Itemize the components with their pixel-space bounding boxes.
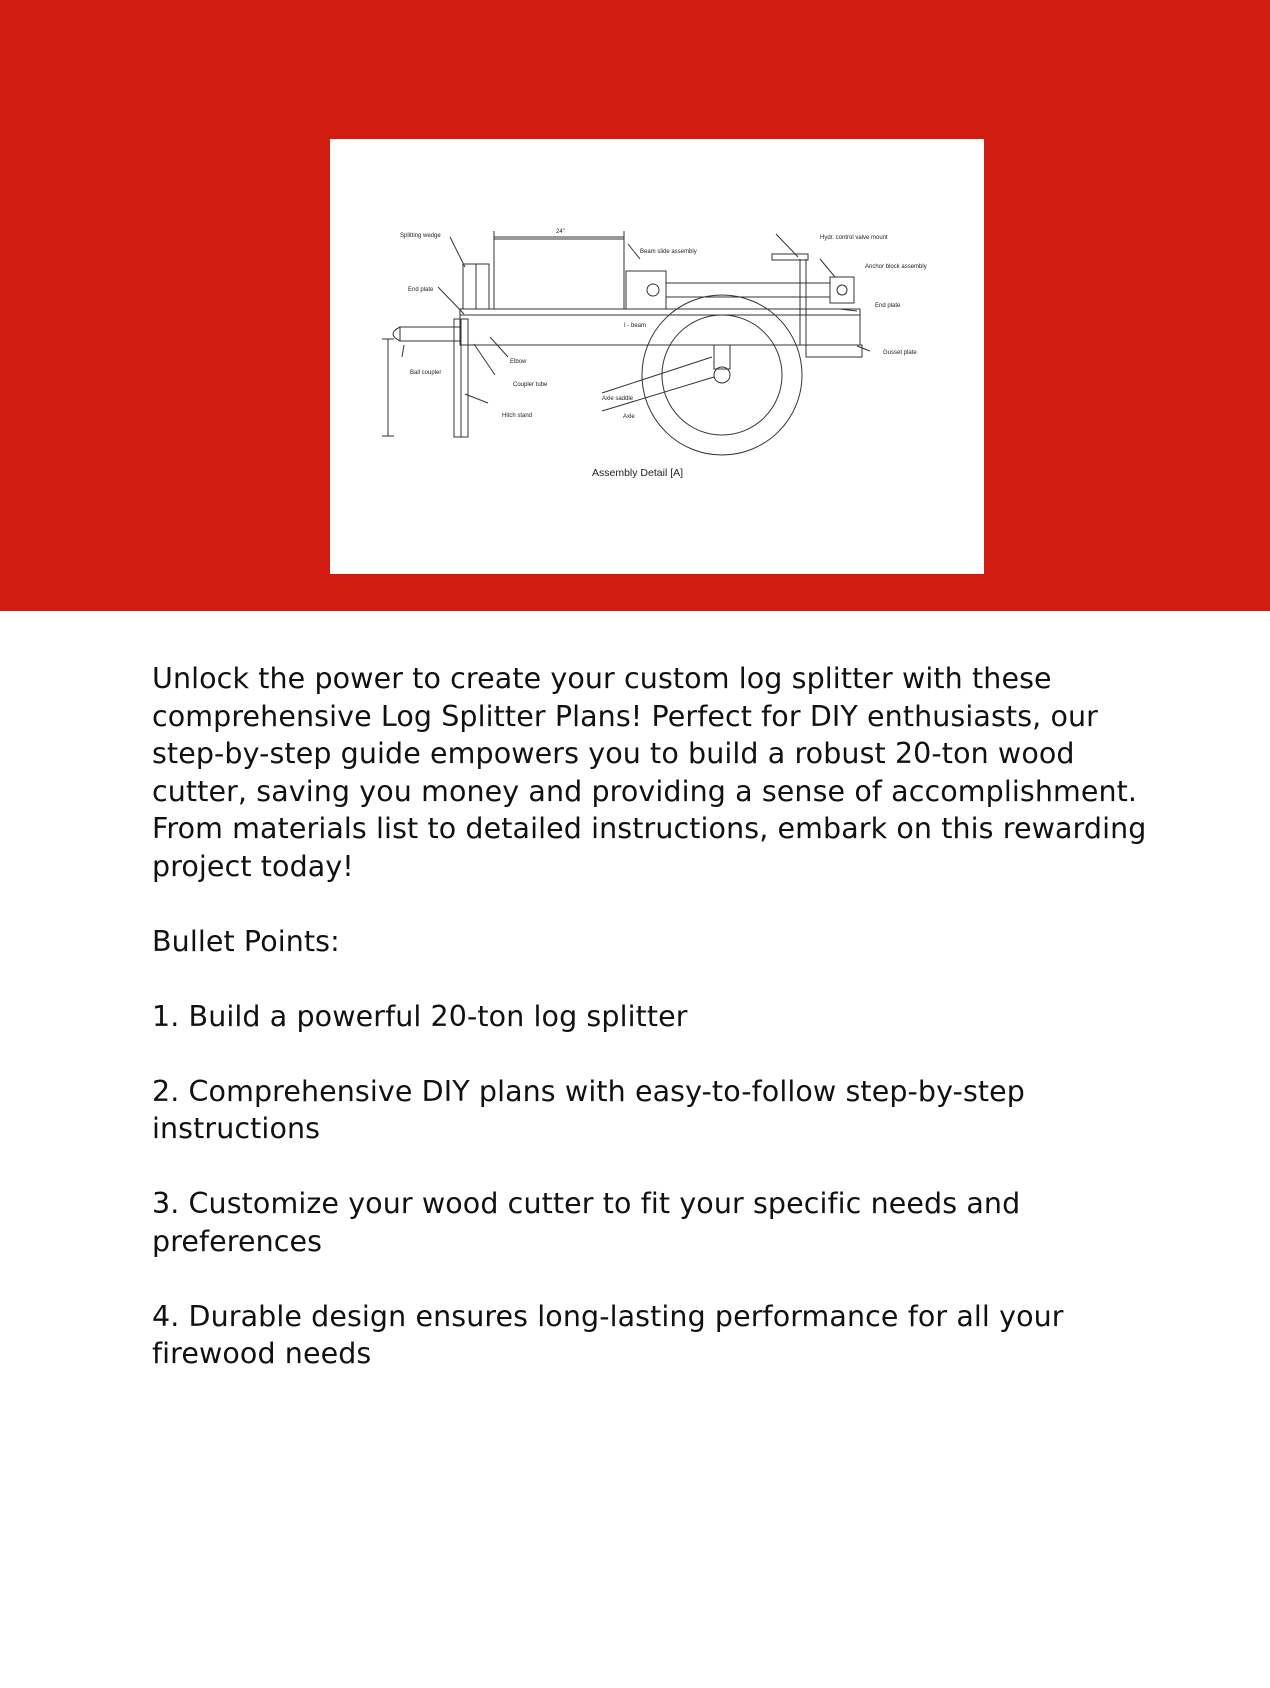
label-elbow: Elbow <box>510 359 527 365</box>
label-ball-coupler: Ball coupler <box>410 370 442 376</box>
label-axle: Axle <box>623 414 635 420</box>
description-content <box>152 660 1152 1373</box>
anchor-block-shape <box>830 277 854 303</box>
label-coupler-tube: Coupler tube <box>513 382 548 388</box>
bullet-points-label: Bullet Points: <box>152 924 340 958</box>
assembly-drawing <box>330 139 984 574</box>
cylinder-box <box>494 239 624 309</box>
assembly-drawing-svg <box>330 139 984 574</box>
label-hitch-stand: Hitch stand <box>502 413 533 419</box>
label-dim-24: 24" <box>556 229 565 235</box>
valve-plate-shape <box>772 254 808 260</box>
wheel-inner <box>662 315 782 435</box>
label-i-beam: I - beam <box>624 323 647 329</box>
label-end-plate-left: End plate <box>408 287 434 293</box>
label-splitting-wedge: Splitting wedge <box>400 233 441 239</box>
label-hydr-control-valve-mount: Hydr. control valve mount <box>820 235 888 241</box>
axle-saddle-shape <box>714 345 730 369</box>
wheel-outer <box>642 295 802 455</box>
bullet-item-3: 3. Customize your wood cutter to fit your specific needs and preferences <box>152 1187 1021 1258</box>
label-gusset-plate: Gusset plate <box>883 350 917 356</box>
intro-paragraph: Unlock the power to create your custom log splitter with these comprehensive Log Splitter Plans! Perfect for DIY enthusiasts, our step-by-step guide empowers you to build a robust 20-ton wood cutter, saving you money and providing a sense of accomplishment. From materials list to detailed instructions, embark on this rewarding project today! <box>152 662 1147 883</box>
hero-banner <box>0 0 1270 611</box>
label-beam-slide-assembly: Beam slide assembly <box>640 249 697 255</box>
bullet-item-4: 4. Durable design ensures long-lasting performance for all your firewood needs <box>152 1299 1064 1370</box>
bullet-item-1: 1. Build a powerful 20-ton log splitter <box>152 999 688 1033</box>
beam-slide-shape <box>626 271 666 309</box>
coupler-tube-shape <box>400 327 460 341</box>
bullet-item-2: 2. Comprehensive DIY plans with easy-to-follow step-by-step instructions <box>152 1074 1025 1145</box>
label-anchor-block-assembly: Anchor block assembly <box>865 264 927 270</box>
drawing-title: Assembly Detail [A] <box>592 467 684 479</box>
label-end-plate-right: End plate <box>875 303 901 309</box>
label-axle-saddle: Axle saddle <box>602 396 634 402</box>
